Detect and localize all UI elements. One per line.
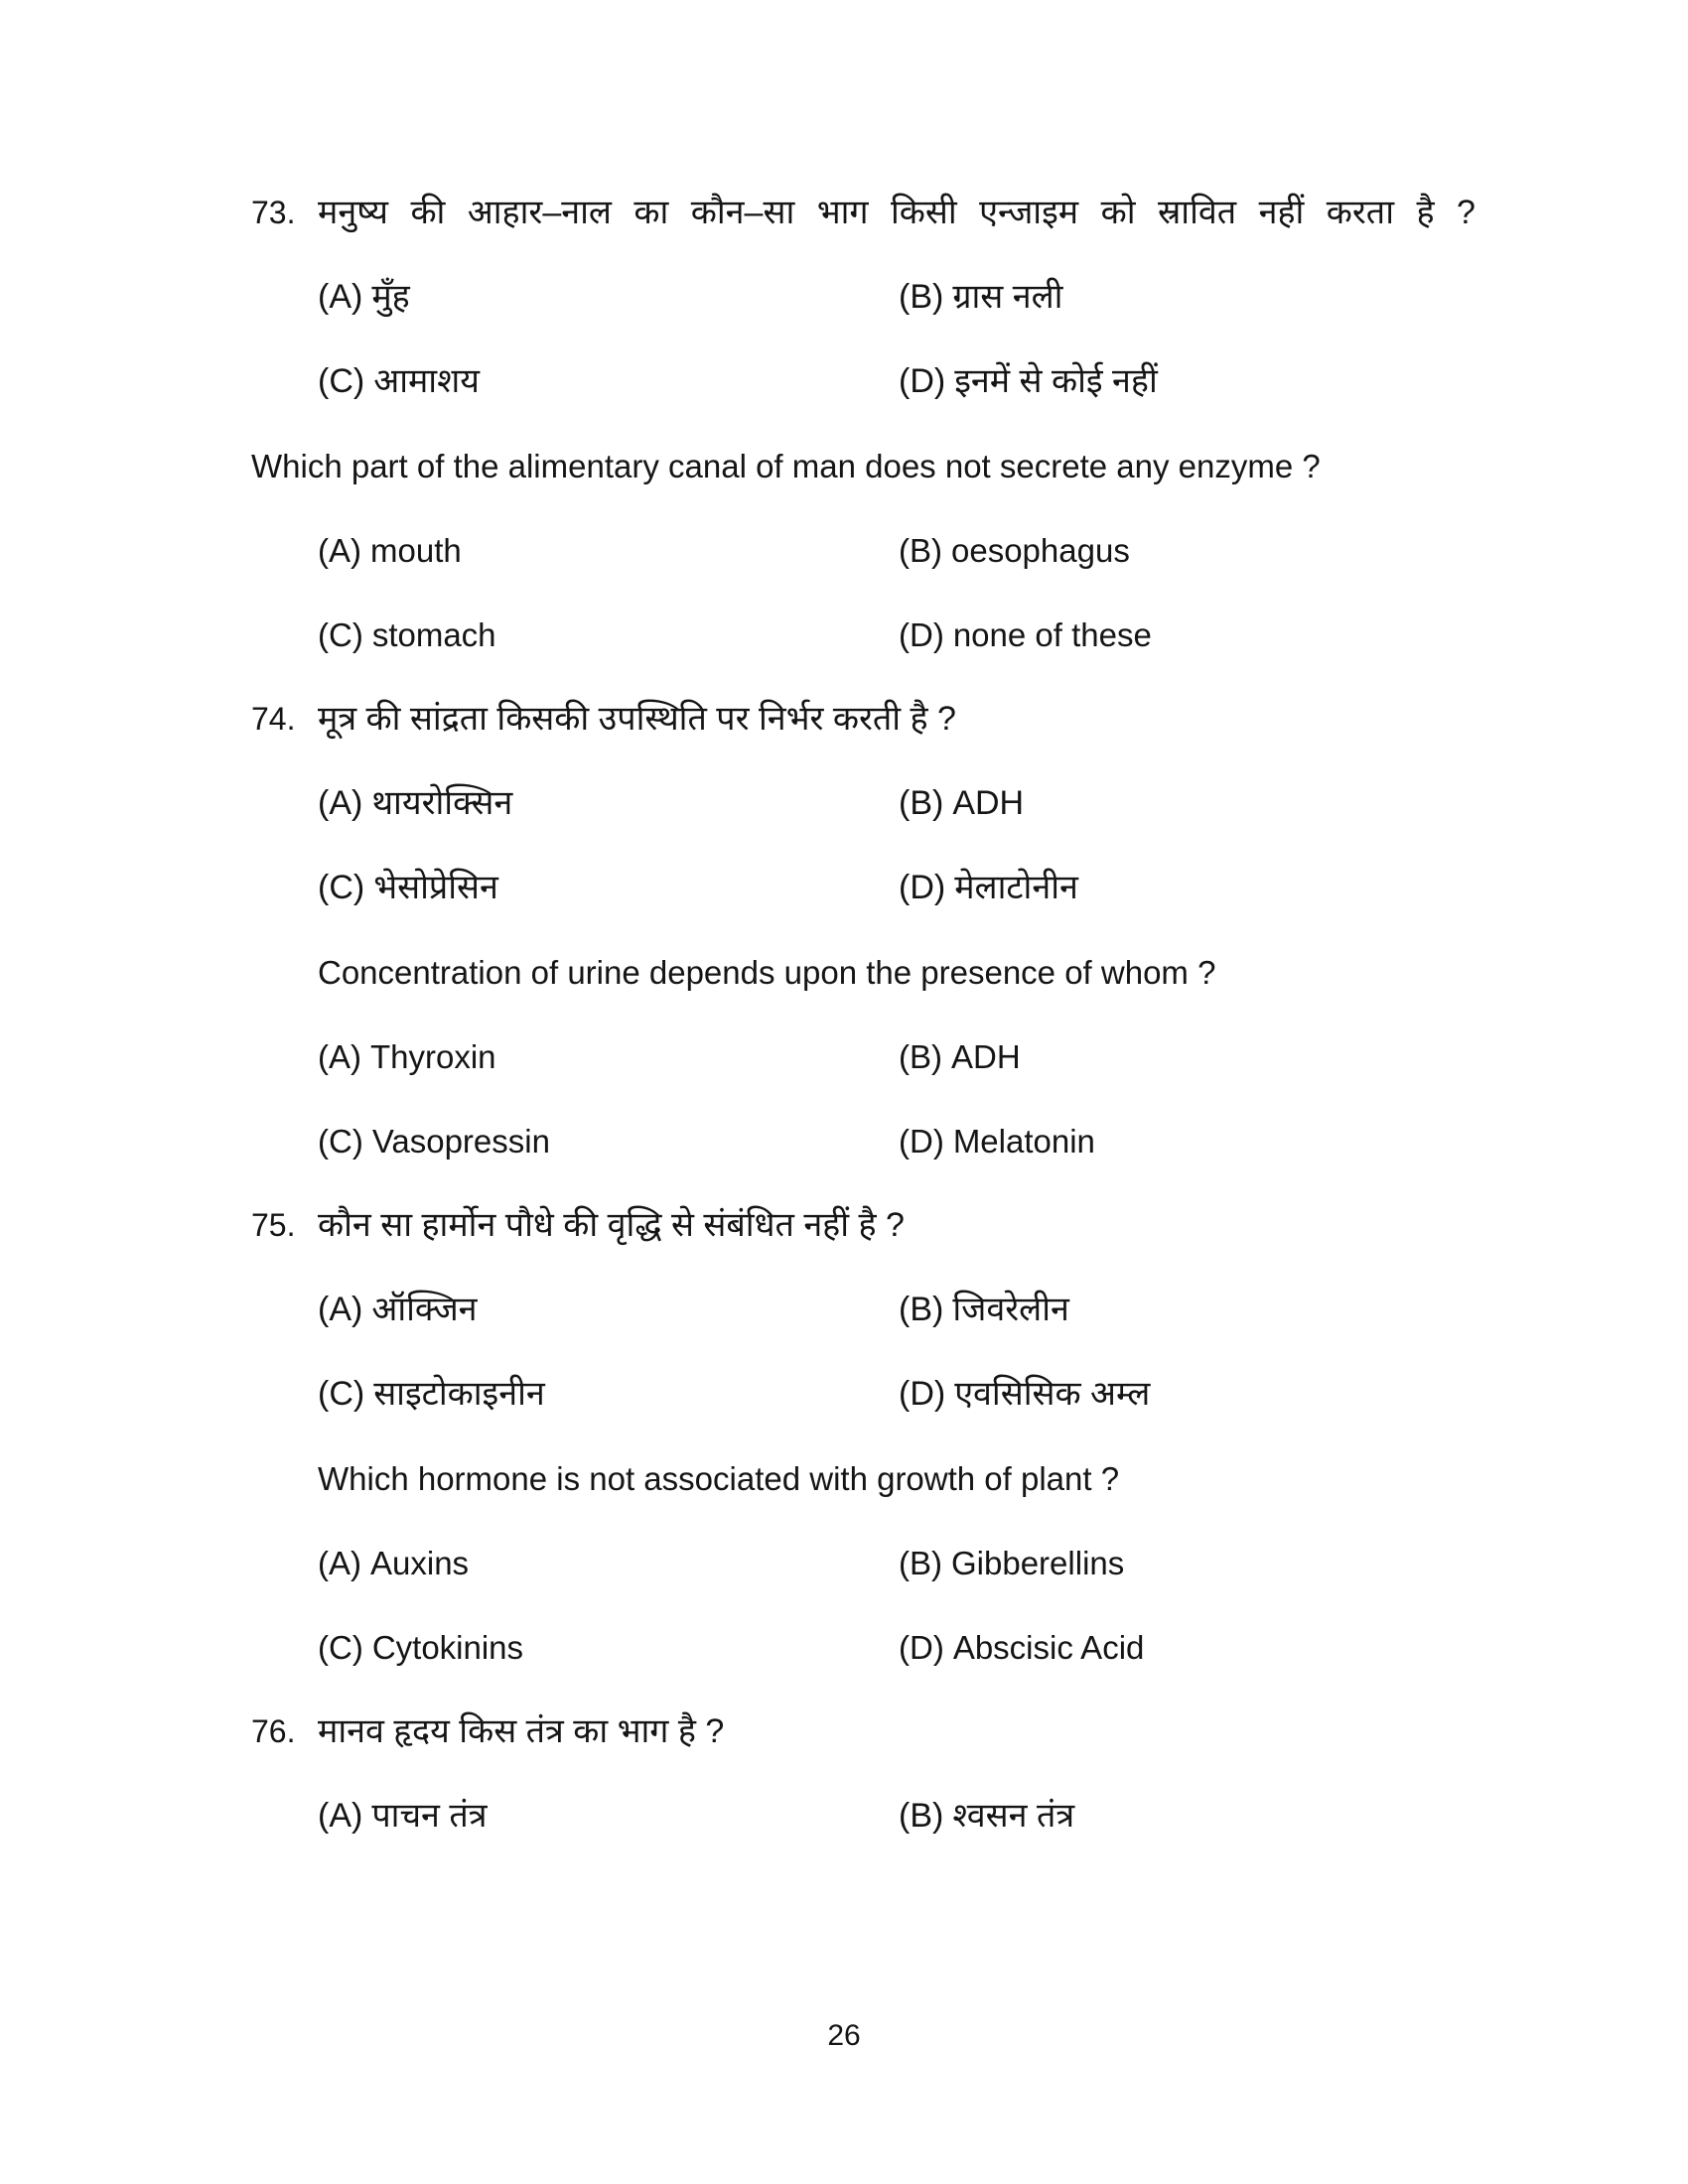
- option-label: (B): [899, 1545, 942, 1581]
- question-text-hindi: मूत्र की सांद्रता किसकी उपस्थिति पर निर्भर करती है ?: [318, 700, 956, 738]
- option-label: (A): [318, 784, 363, 822]
- option-a-english: [318, 1015, 899, 1099]
- question-73: [251, 171, 1476, 677]
- option-c-english: [318, 1605, 899, 1690]
- option-text: ग्रास नली: [952, 278, 1063, 316]
- option-c-hindi: [318, 1352, 899, 1436]
- question-number: 75.: [251, 1207, 296, 1243]
- option-b-english: [899, 508, 1130, 593]
- option-label: (A): [318, 1545, 361, 1581]
- option-label: (D): [899, 362, 946, 400]
- option-row: [318, 1774, 1452, 1858]
- question-number: 73.: [251, 195, 296, 230]
- question-text-hindi: मनुष्य की आहार–नाल का कौन–सा भाग किसी एन्जाइम को स्रावित नहीं करता है ?: [318, 194, 1476, 231]
- option-label: (C): [318, 869, 365, 906]
- option-text: Thyroxin: [370, 1038, 496, 1075]
- option-b-hindi: [899, 761, 1024, 846]
- option-label: (B): [899, 1038, 942, 1075]
- option-d-english: [899, 1605, 1144, 1690]
- option-row: [318, 340, 1452, 424]
- option-label: (C): [318, 1629, 363, 1666]
- option-c-hindi: [318, 340, 899, 424]
- option-c-english: [318, 1099, 899, 1183]
- option-a-hindi: [318, 255, 899, 340]
- option-b-english: [899, 1521, 1124, 1605]
- option-text: oesophagus: [951, 532, 1130, 569]
- option-row: [318, 1268, 1452, 1352]
- option-text: ऑक्जिन: [371, 1291, 478, 1328]
- option-text: Gibberellins: [951, 1545, 1125, 1581]
- option-text: भेसोप्रेसिन: [373, 869, 498, 906]
- option-label: (C): [318, 616, 363, 653]
- option-text: ADH: [951, 1038, 1021, 1075]
- option-row: [318, 1352, 1452, 1436]
- option-a-english: [318, 1521, 899, 1605]
- option-label: (A): [318, 1797, 363, 1835]
- question-76: [251, 1690, 1452, 1858]
- option-text: श्वसन तंत्र: [952, 1797, 1075, 1835]
- question-text-english: Which hormone is not associated with growth of plant ?: [318, 1460, 1120, 1497]
- option-label: (B): [899, 278, 944, 316]
- option-label: (D): [899, 1629, 944, 1666]
- option-label: (B): [899, 1291, 944, 1328]
- option-text: एवसिसिक अम्ल: [954, 1375, 1151, 1413]
- option-label: (D): [899, 1375, 946, 1413]
- option-text: ADH: [952, 784, 1025, 822]
- option-row: [318, 1015, 1452, 1099]
- option-row: [318, 761, 1452, 846]
- question-text-hindi: कौन सा हार्मोन पौधे की वृद्धि से संबंधित नहीं है ?: [318, 1206, 905, 1244]
- option-row: [318, 593, 1452, 677]
- option-label: (A): [318, 532, 361, 569]
- option-label: (A): [318, 278, 363, 316]
- option-b-hindi: [899, 1774, 1074, 1858]
- option-d-hindi: [899, 1352, 1150, 1436]
- option-label: (C): [318, 362, 365, 400]
- option-d-english: [899, 1099, 1095, 1183]
- question-number: 74.: [251, 701, 296, 737]
- option-row: [318, 1099, 1452, 1183]
- option-b-hindi: [899, 255, 1062, 340]
- option-text: Cytokinins: [371, 1629, 524, 1666]
- option-label: (B): [899, 532, 942, 569]
- option-b-english: [899, 1015, 1021, 1099]
- question-74: [251, 677, 1452, 1183]
- option-label: (C): [318, 1375, 365, 1413]
- option-row: [318, 1605, 1452, 1690]
- option-text: Melatonin: [952, 1123, 1095, 1160]
- option-a-hindi: [318, 761, 899, 846]
- question-text-english: Which part of the alimentary canal of man does not secrete any enzyme ?: [251, 448, 1321, 484]
- option-row: [318, 255, 1452, 340]
- option-label: (D): [899, 1123, 944, 1160]
- option-label: (D): [899, 869, 946, 906]
- option-label: (D): [899, 616, 944, 653]
- option-d-hindi: [899, 340, 1158, 424]
- question-75: [251, 1183, 1452, 1690]
- question-number: 76.: [251, 1713, 296, 1749]
- option-text: Abscisic Acid: [952, 1629, 1145, 1666]
- option-label: (A): [318, 1291, 363, 1328]
- page-number: 26: [827, 2019, 861, 2052]
- option-text: मुँह: [371, 278, 410, 316]
- option-text: Auxins: [370, 1545, 470, 1581]
- option-label: (C): [318, 1123, 363, 1160]
- option-text: थायरोक्सिन: [371, 784, 513, 822]
- option-text: साइटोकाइनीन: [373, 1375, 545, 1413]
- option-text: इनमें से कोई नहीं: [954, 362, 1158, 400]
- option-text: Vasopressin: [371, 1123, 550, 1160]
- option-label: (A): [318, 1038, 361, 1075]
- option-row: [318, 1521, 1452, 1605]
- option-label: (B): [899, 784, 944, 822]
- option-a-hindi: [318, 1774, 899, 1858]
- option-text: mouth: [370, 532, 462, 569]
- option-row: [318, 508, 1452, 593]
- option-row: [318, 846, 1452, 930]
- option-d-hindi: [899, 846, 1078, 930]
- option-text: stomach: [371, 616, 496, 653]
- option-b-hindi: [899, 1268, 1069, 1352]
- option-text: जिवरेलीन: [952, 1291, 1069, 1328]
- option-c-hindi: [318, 846, 899, 930]
- question-text-english: Concentration of urine depends upon the presence of whom ?: [318, 954, 1216, 991]
- option-a-hindi: [318, 1268, 899, 1352]
- option-text: none of these: [952, 616, 1152, 653]
- option-d-english: [899, 593, 1152, 677]
- option-text: पाचन तंत्र: [371, 1797, 488, 1835]
- question-text-hindi: मानव हृदय किस तंत्र का भाग है ?: [318, 1712, 725, 1750]
- option-a-english: [318, 508, 899, 593]
- option-text: आमाशय: [373, 362, 480, 400]
- option-c-english: [318, 593, 899, 677]
- option-text: मेलाटोनीन: [954, 869, 1078, 906]
- option-label: (B): [899, 1797, 944, 1835]
